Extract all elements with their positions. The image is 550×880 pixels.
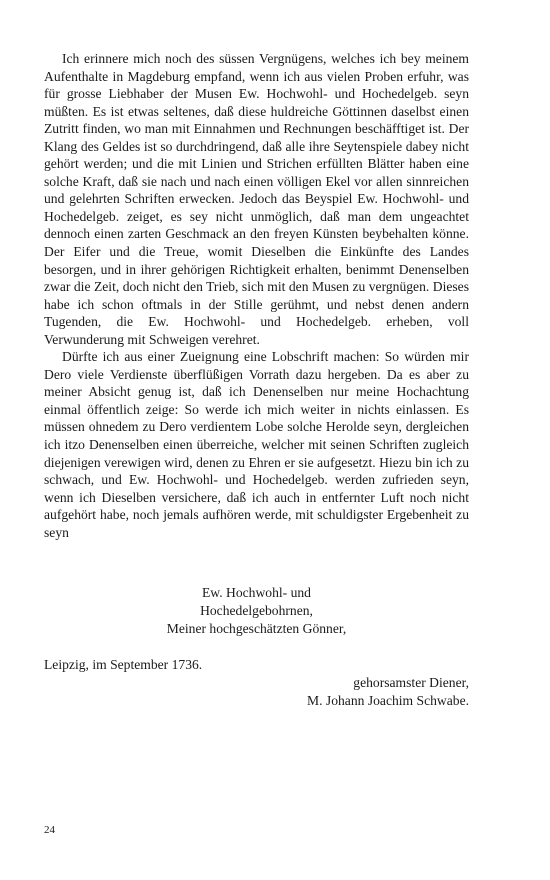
page-number: 24 (44, 824, 55, 836)
signature-line: M. Johann Joachim Schwabe. (307, 693, 469, 708)
body-text (44, 50, 469, 541)
closing-line: Ew. Hochwohl- und (202, 585, 311, 600)
signature-line: gehorsamster Diener, (353, 675, 469, 690)
paragraph: Dürfte ich aus einer Zueignung eine Lobschrift machen: So würden mir Dero viele Verdienste überflüßigen Vorrath dazu hergeben. Da es aber zu meiner Absicht genug ist, daß ich Denenselben nur meine Hochachtung einmal öffentlich zeige: So werde ich mich weiter in nichts einlassen. Es müssen ohnedem zu Dero verdientem Lobe solche Herolde seyn, dergleichen ich itzo Denenselben einen überreiche, welcher mit seinen Schriften zugleich diejenigen verewigen wird, denen zu Ehren er sie aufgesetzt. Hiezu bin ich zu schwach, und Ew. Hochwohl- und Hochedelgeb. werden zufrieden seyn, wenn ich Dieselben versichere, daß ich auch in entfernter Luft noch nicht aufgehört habe, noch jemals aufhören werde, mit schuldigster Ergebenheit zu seyn (44, 349, 469, 540)
signature (307, 674, 469, 710)
place-date: Leipzig, im September 1736. (44, 657, 203, 672)
closing-salutation (44, 584, 469, 638)
closing-line: Meiner hochgeschätzten Gönner, (166, 621, 347, 636)
closing-line: Hochedelgebohrnen, (200, 603, 313, 618)
paragraph: Ich erinnere mich noch des süssen Vergnügens, welches ich bey meinem Aufenthalte in Magdeburg empfand, wenn ich aus vielen Proben erfuhr, was für grosse Liebhaber der Musen Ew. Hochwohl- und Hochedelgeb. seyn müßten. Es ist etwas seltenes, daß diese huldreiche Göttinnen daselbst einen Zutritt finden, wo man mit Einnahmen und Rechnungen beschäfftiget ist. Der Klang des Geldes ist so durchdringend, daß alle ihre Seytenspiele dabey nicht gehört werden; und die mit Linien und Strichen erfüllten Blätter haben eine solche Kraft, daß sie nach und nach einen völligen Ekel vor allen sinnreichen und gelehrten Schriften erwecken. Jedoch das Beyspiel Ew. Hochwohl- und Hochedelgeb. zeiget, es sey nicht unmöglich, daß man dem ungeachtet dennoch einen zarten Geschmack an den freyen Künsten beybehalten könne. Der Eifer und die Treue, womit Dieselben die Einkünfte des Landes besorgen, und in ihrer gehörigen Richtigkeit erhalten, benimmt Denenselben zwar die Zeit, doch nicht den Trieb, sich mit den Musen zu vergnügen. Dieses habe ich schon oftmals in der Stille gerühmt, und nebst denen andern Tugenden, die Ew. Hochwohl- und Hochedelgeb. erheben, voll Verwunderung mit Schweigen verehret. (44, 51, 469, 347)
